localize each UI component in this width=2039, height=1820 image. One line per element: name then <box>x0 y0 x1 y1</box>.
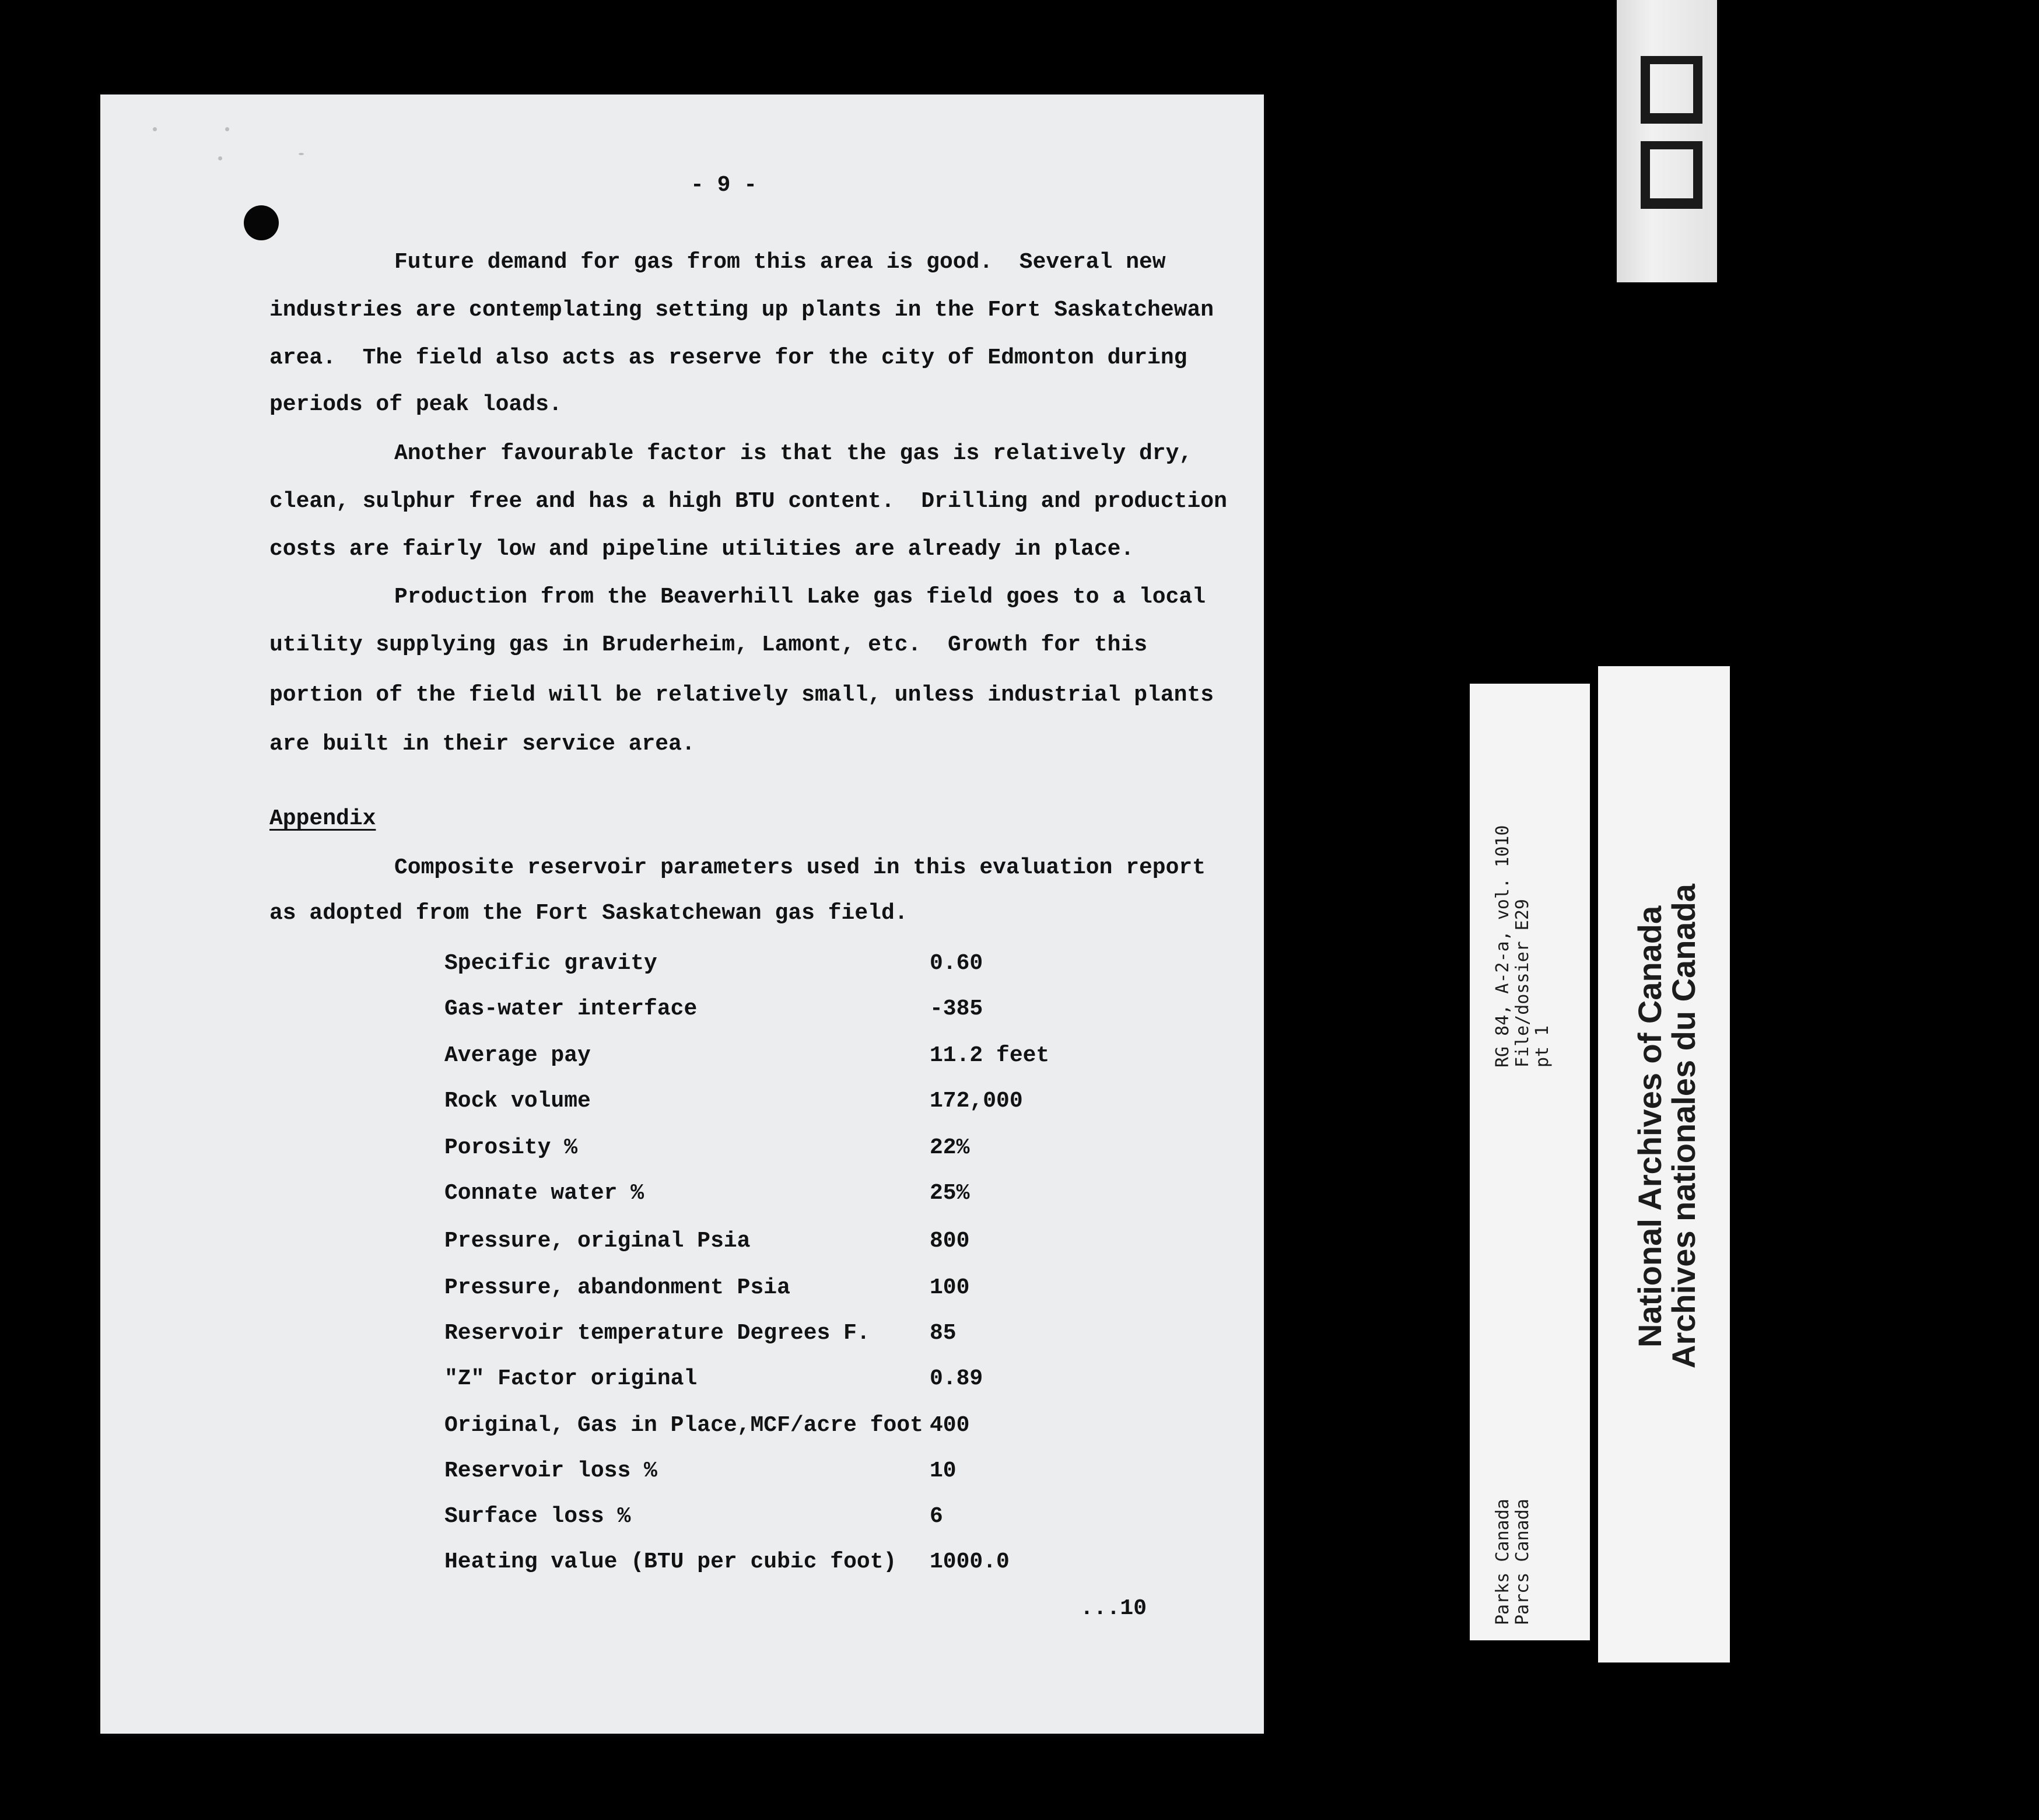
paragraph-line: costs are fairly low and pipeline utilities are already in place. <box>269 537 1134 562</box>
parameter-label: Pressure, abandonment Psia <box>444 1275 790 1300</box>
parameter-value: 25% <box>930 1181 970 1206</box>
agency-line: Parks Canada <box>1493 1499 1513 1625</box>
archive-reference-line: pt 1 <box>1532 1025 1553 1068</box>
parameter-label: Average pay <box>444 1043 591 1068</box>
parameter-label: Porosity % <box>444 1135 578 1160</box>
parameter-label: Surface loss % <box>444 1504 631 1529</box>
parameter-label: Gas-water interface <box>444 996 698 1021</box>
punch-hole <box>244 205 279 240</box>
dust-speck <box>225 127 229 131</box>
parameter-value: 100 <box>930 1275 970 1300</box>
paragraph-line: utility supplying gas in Bruderheim, Lamont, etc. Growth for this <box>269 632 1148 657</box>
archive-name-line: National Archives of Canada <box>1631 905 1668 1348</box>
parameter-label: Reservoir loss % <box>444 1458 657 1483</box>
parameter-label: "Z" Factor original <box>444 1366 698 1391</box>
parameter-label: Reservoir temperature Degrees F. <box>444 1321 870 1346</box>
parameter-label: Rock volume <box>444 1088 591 1114</box>
parameter-label: Heating value (BTU per cubic foot) <box>444 1549 897 1574</box>
parameter-value: -385 <box>930 996 983 1021</box>
marker-glyph <box>1641 56 1702 124</box>
parameter-label: Original, Gas in Place,MCF/acre foot <box>444 1413 923 1438</box>
parameter-value: 11.2 feet <box>930 1043 1050 1068</box>
parameter-value: 0.89 <box>930 1366 983 1391</box>
paragraph-line: portion of the field will be relatively small, unless industrial plants <box>269 682 1214 708</box>
archive-reference-line: RG 84, A-2-a, vol. 1010 <box>1493 825 1513 1068</box>
parameter-label: Pressure, original Psia <box>444 1228 751 1254</box>
paragraph-line: area. The field also acts as reserve for the city of Edmonton during <box>269 345 1187 370</box>
continuation-marker: ...10 <box>1080 1596 1147 1621</box>
marker-glyph <box>1641 141 1702 209</box>
archive-reference-strip <box>1470 684 1590 1640</box>
dust-speck <box>153 127 157 131</box>
parameter-label: Connate water % <box>444 1181 644 1206</box>
paragraph-line: are built in their service area. <box>269 732 695 757</box>
parameter-value: 10 <box>930 1458 957 1483</box>
paragraph-line: Another favourable factor is that the gas is relatively dry, <box>394 441 1193 466</box>
paragraph-line: periods of peak loads. <box>269 392 562 417</box>
page-number: - 9 - <box>691 173 758 198</box>
parameter-value: 400 <box>930 1413 970 1438</box>
agency-line: Parcs Canada <box>1512 1499 1533 1625</box>
parameter-value: 0.60 <box>930 951 983 976</box>
appendix-intro-line: Composite reservoir parameters used in this evaluation report <box>394 855 1206 880</box>
paragraph-line: Future demand for gas from this area is good. Several new <box>394 250 1166 275</box>
parameter-value: 172,000 <box>930 1088 1023 1114</box>
parameter-value: 22% <box>930 1135 970 1160</box>
parameter-value: 6 <box>930 1504 943 1529</box>
paragraph-line: clean, sulphur free and has a high BTU content. Drilling and production <box>269 489 1227 514</box>
appendix-heading: Appendix <box>269 806 376 831</box>
parameter-value: 800 <box>930 1228 970 1254</box>
parameter-value: 1000.0 <box>930 1549 1010 1574</box>
parameter-value: 85 <box>930 1321 957 1346</box>
dust-speck <box>218 156 222 160</box>
paragraph-line: Production from the Beaverhill Lake gas field goes to a local <box>394 584 1206 610</box>
appendix-intro-line: as adopted from the Fort Saskatchewan gas field. <box>269 901 908 926</box>
film-marker-glyphs <box>1637 56 1707 225</box>
parameter-label: Specific gravity <box>444 951 657 976</box>
archive-reference-line: File/dossier E29 <box>1512 899 1533 1068</box>
dust-speck <box>299 153 304 155</box>
paragraph-line: industries are contemplating setting up plants in the Fort Saskatchewan <box>269 298 1214 323</box>
archive-name-line: Archives nationales du Canada <box>1665 884 1702 1368</box>
